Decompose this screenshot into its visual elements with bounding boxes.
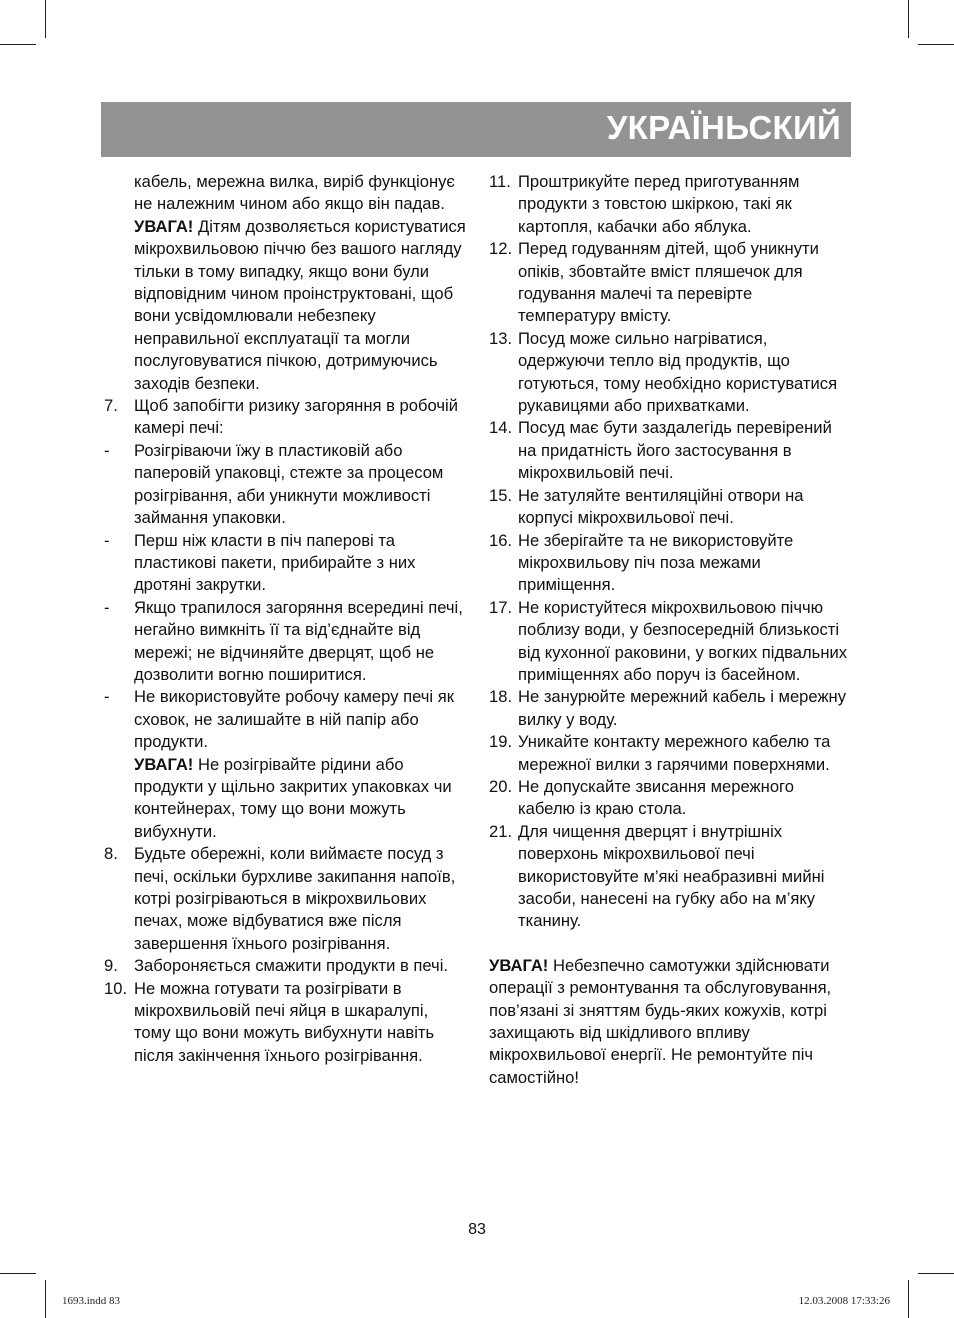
right-column	[489, 171, 854, 1089]
item-text: Щоб запобігти ризику загоряння в робочій камері печі:	[134, 396, 458, 438]
list-item-9	[104, 955, 468, 977]
warning-label: УВАГА!	[489, 955, 549, 975]
list-item-11	[489, 171, 854, 238]
crop-mark	[45, 0, 46, 38]
page-title: УКРАЇНЬСКИЙ	[606, 109, 841, 146]
dash-text: Якщо трапилося загоряння всередині печі, негайно вимкніть її та від’єднайте від мережі; не відчиняйте дверцят, щоб не дозволити вогню поширитися.	[134, 597, 463, 684]
dash-mark: -	[104, 597, 110, 617]
list-item-18	[489, 686, 854, 731]
crop-mark	[908, 1280, 909, 1318]
dash-item	[104, 440, 468, 530]
list-item-13	[489, 328, 854, 418]
crop-mark	[918, 1273, 954, 1274]
item-text: Уникайте контакту мережного кабелю та мережної вилки з гарячими поверхнями.	[518, 732, 831, 774]
item-number: 8.	[104, 844, 118, 864]
list-item-16	[489, 530, 854, 597]
footer-timestamp: 12.03.2008 17:33:26	[798, 1295, 890, 1307]
dash-mark: -	[104, 530, 110, 550]
item-number: 11.	[489, 172, 511, 191]
warning-text: Небезпечно самотужки здійснювати операції з ремонтування та обслуговування, пов’язані зі зняттям будь-яких кожухів, котрі захищають від шкідливого впливу мікрохвильової енергії. Не ремонтуйте піч самостійно!	[489, 955, 832, 1087]
item-number: 14.	[489, 418, 513, 438]
crop-mark	[45, 1280, 46, 1318]
dash-mark: -	[104, 440, 110, 460]
dash-item	[104, 530, 468, 597]
item-text: Для чищення дверцят і внутрішніх поверхонь мікрохвильової печі використовуйте м’які неабразивні мийні засоби, нанесені на губку або на м’яку тканину.	[518, 821, 825, 931]
item-text: Не користуйтеся мікрохвильовою піччю поблизу води, у безпосередній близькості від кухонної раковини, у вогких підвальних приміщеннях або поруч із басейном.	[518, 597, 848, 684]
warning-children	[134, 216, 468, 395]
page-number: 83	[468, 1221, 486, 1238]
list-item-12	[489, 238, 854, 328]
item-text: Посуд має бути заздалегідь перевірений на придатність його застосування в мікрохвильовій печі.	[518, 418, 832, 483]
dash-item	[104, 597, 468, 687]
crop-mark	[0, 1273, 36, 1274]
item-number: 9.	[104, 956, 118, 976]
left-column	[104, 171, 468, 1067]
warning-text: Дітям дозволяється користуватися мікрохвильовою піччю без вашого нагляду тільки в тому випадку, якщо вони були відповідним чином проінструктовані, щоб вони усвідомлювали небезпеку неправильної експлуатації та могли послуговуватися пічкою, дотримуючись заходів безпеки.	[134, 216, 466, 393]
dash-mark: -	[104, 687, 110, 707]
item-number: 10.	[104, 978, 128, 998]
item-number: 7.	[104, 396, 118, 416]
list-item-8	[104, 843, 468, 955]
item-number: 16.	[489, 530, 513, 550]
warning-repair	[489, 955, 854, 1089]
item-text: Не можна готувати та розігрівати в мікрохвильовій печі яйця в шкаралупі, тому що вони можуть вибухнути навіть після закінчення їхнього розігрівання.	[134, 978, 435, 1065]
warning-label: УВАГА!	[134, 216, 194, 236]
item-text: Не зберігайте та не використовуйте мікрохвильову піч поза межами приміщення.	[518, 530, 794, 595]
item-text: Посуд може сильно нагріватися, одержуючи тепло від продуктів, що готуються, тому необхідно користуватися рукавицями або прихватками.	[518, 328, 838, 416]
warning-sealed-containers	[134, 754, 468, 844]
list-item-20	[489, 776, 854, 821]
list-item-10	[104, 978, 468, 1068]
item-number: 13.	[489, 328, 513, 348]
dash-item	[104, 686, 468, 753]
list-item-21	[489, 821, 854, 933]
crop-mark	[918, 44, 954, 45]
dash-text: Розігріваючи їжу в пластиковій або паперовій упаковці, стежте за процесом розігрівання, аби уникнути можливості займання упаковки.	[134, 440, 444, 528]
item-number: 20.	[489, 776, 513, 796]
crop-mark	[0, 44, 36, 45]
footer-file-info: 1693.indd 83	[62, 1295, 121, 1307]
item-number: 18.	[489, 687, 513, 707]
item-text: Не допускайте звисання мережного кабелю із краю стола.	[518, 776, 794, 819]
item-number: 19.	[489, 732, 513, 752]
warning-label: УВАГА!	[134, 754, 194, 774]
item-text: Проштрикуйте перед приготуванням продукти з товстою шкіркою, такі як картопля, кабачки або яблука.	[518, 172, 800, 236]
intro-text: кабель, мережна вилка, виріб функціонує не належним чином або якщо він падав.	[134, 172, 455, 214]
item-text: Будьте обережні, коли виймаєте посуд з печі, оскільки бурхливе закипання напоїв, котрі розігріваються в мікрохвильових печах, може відбуватися вже після завершення їхнього розігрівання.	[134, 844, 456, 953]
dash-text: Не використовуйте робочу камеру печі як сховок, не залишайте в ній папір або продукти.	[134, 687, 454, 752]
list-item-17	[489, 597, 854, 687]
list-item-19	[489, 731, 854, 776]
item-number: 12.	[489, 239, 513, 259]
warning-text: Не розігрівайте рідини або продукти у щільно закритих упаковках чи контейнерах, тому що вони можуть вибухнути.	[134, 754, 452, 841]
crop-mark	[908, 0, 909, 38]
item-number: 15.	[489, 485, 513, 505]
dash-text: Перш ніж класти в піч паперові та пластикові пакети, прибирайте з них дротяні закрутки.	[134, 530, 416, 595]
section-banner	[101, 102, 851, 157]
list-item-7	[104, 395, 468, 440]
item-text: Не занурюйте мережний кабель і мережну вилку у воду.	[518, 687, 847, 729]
item-text: Забороняється смажити продукти в печі.	[134, 956, 448, 976]
item-number: 21.	[489, 821, 513, 841]
item-text: Перед годуванням дітей, щоб уникнути опіків, збовтайте вміст пляшечок для годування малечі та перевірте температуру вмісту.	[518, 239, 819, 326]
list-item-15	[489, 485, 854, 530]
item-text: Не затуляйте вентиляційні отвори на корпусі мікрохвильової печі.	[518, 485, 804, 528]
item-number: 17.	[489, 597, 513, 617]
list-item-14	[489, 417, 854, 484]
